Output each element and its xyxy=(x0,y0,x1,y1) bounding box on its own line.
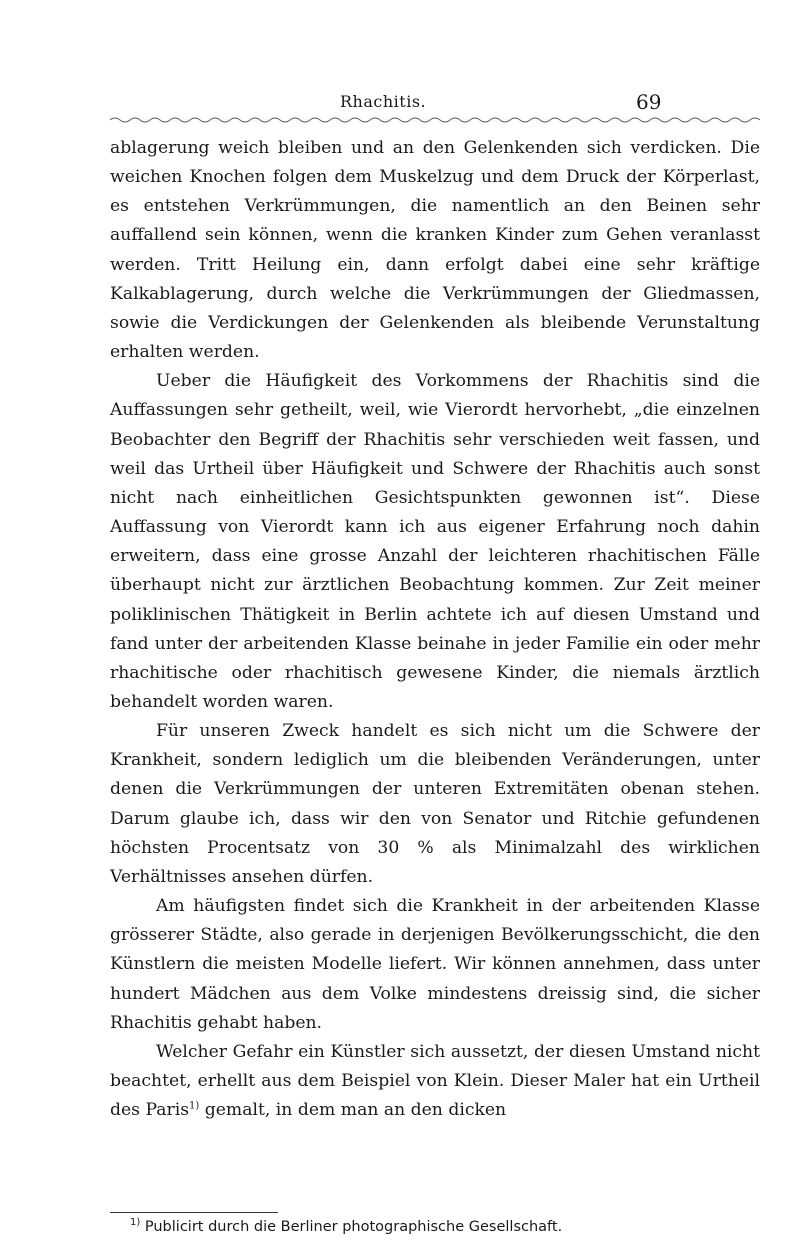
paragraph-5-text: Welcher Gefahr ein Künstler sich aussetzt, der diesen Umstand nicht beachtet, erhellt aus dem Beispiel von Klein. Dieser Maler hat ein Urtheil des Paris xyxy=(110,1041,760,1121)
body-text xyxy=(110,134,760,1125)
paragraph-4: Am häufigsten findet sich die Krankheit in der arbeitenden Klasse grösserer Städte, also gerade in derjenigen Bevölkerungsschicht, die den Künstlern die meisten Modelle liefert. Wir können annehmen, dass unter hundert Mädchen aus dem Volke mindestens dreissig sind, die sicher Rhachitis gehabt haben. xyxy=(110,896,760,1033)
wavy-rule-path xyxy=(110,118,760,122)
paragraph-5 xyxy=(110,1038,760,1125)
paragraph-3: Für unseren Zweck handelt es sich nicht um die Schwere der Krankheit, sondern lediglich um die bleibenden Veränderungen, unter denen die Verkrümmungen der unteren Extremitäten obenan stehen. Darum glaube ich, dass wir den von Senator und Ritchie gefundenen höchsten Procentsatz von 30 % als Minimalzahl des wirklichen Verhältnisses ansehen dürfen. xyxy=(110,721,760,887)
footnote xyxy=(130,1219,562,1235)
footnote-marker: 1) xyxy=(130,1217,141,1229)
header-wavy-rule xyxy=(110,116,760,124)
page-number: 69 xyxy=(636,90,662,114)
paragraph-5-tail: gemalt, in dem man an den dicken xyxy=(199,1100,507,1121)
running-head xyxy=(0,92,800,114)
footnote-rule xyxy=(110,1212,278,1213)
paragraph-1: ablagerung weich bleiben und an den Gelenkenden sich verdicken. Die weichen Knochen folgen dem Muskelzug und dem Druck der Körperlast, es entstehen Verkrümmungen, die namentlich an den Beinen sehr auffallend sein können, wenn die kranken Kinder zum Gehen veranlasst werden. Tritt Heilung ein, dann erfolgt dabei eine sehr kräftige Kalkablagerung, durch welche die Verkrümmungen der Gliedmassen, sowie die Verdickungen der Gelenkenden als bleibende Verunstaltung erhalten werden. xyxy=(110,138,760,363)
paragraph-2: Ueber die Häufigkeit des Vorkommens der Rhachitis sind die Auffassungen sehr getheilt, weil, wie Vierordt hervorhebt, „die einzelnen Beobachter den Begriff der Rhachitis sehr verschieden weit fassen, und weil das Urtheil über Häufigkeit und Schwere der Rhachitis auch sonst nicht nach einheitlichen Gesichtspunkten gewonnen ist“. Diese Auffassung von Vierordt kann ich aus eigener Erfahrung noch dahin erweitern, dass eine grosse Anzahl der leichteren rhachitischen Fälle überhaupt nicht zur ärztlichen Beobachtung kommen. Zur Zeit meiner poliklinischen Thätigkeit in Berlin achtete ich auf diesen Umstand und fand unter der arbeitenden Klasse beinahe in jeder Familie ein oder mehr rhachitische oder rhachitisch gewesene Kinder, die niemals ärztlich behandelt worden waren. xyxy=(110,371,760,712)
footnote-text: Publicirt durch die Berliner photographische Gesellschaft. xyxy=(140,1219,563,1235)
running-title: Rhachitis. xyxy=(340,92,427,111)
footnote-reference[interactable]: 1) xyxy=(189,1100,200,1112)
